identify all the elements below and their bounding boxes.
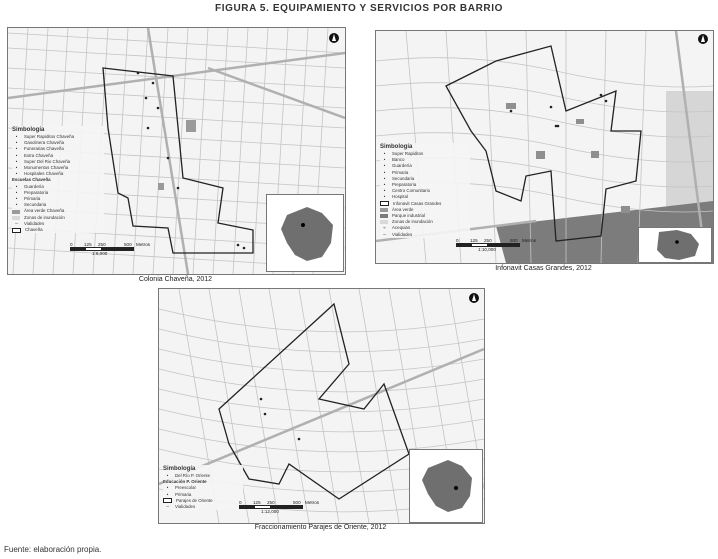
dot-icon: • [383,169,386,175]
dot-icon: • [15,171,18,177]
legend-subheading: Educación P. Oriente [163,479,207,485]
legend-item: ≈ Acequias [380,225,470,231]
figure-title: FIGURA 5. EQUIPAMIENTO Y SERVICIOS POR BARRIO [215,3,503,14]
legend-item: • Hospital [380,194,470,200]
legend-item: • Primaria [380,170,470,176]
legend-item: Área verde Chaveña [12,208,104,214]
map-legend [12,126,104,233]
legend-item: Parque industrial [380,213,470,219]
scale-tick: 0 [239,500,242,505]
scale-tick: 250 [267,500,275,505]
scale-unit: Metros [305,500,320,505]
map-panel-casas-grandes [375,30,714,264]
north-arrow-icon [469,293,479,303]
boundary-swatch [380,201,389,206]
legend-item: • Primaria [163,492,243,498]
scale-tick: 125 [253,500,261,505]
legend-item: • Guardería [380,163,470,169]
map-panel-chavena [7,27,346,275]
legend-item: • Guardería [12,184,104,190]
legend-item: • Secundaria [380,176,470,182]
map-legend [163,465,243,510]
boundary-swatch [12,228,21,233]
map-legend [380,143,470,238]
dot-icon: • [15,146,18,152]
legend-item: ─ Vialidades [380,232,470,238]
scale-bar [456,238,536,252]
scale-ratio: 1:8,000 [92,251,108,256]
canal-line-icon: ≈ [383,225,386,231]
dot-icon: • [166,473,169,478]
legend-item: Chaveña [12,227,104,233]
dot-icon: • [166,485,169,491]
dot-icon: • [15,183,18,189]
flood-zone-swatch [12,216,20,220]
legend-item: • Preparatoria [12,190,104,196]
map-caption: Fraccionamiento Parajes de Oriente, 2012 [254,524,387,531]
legend-title: Simbología [12,127,45,133]
road-line-icon: ─ [382,231,387,237]
legend-item: • Monumentos Chaveña [12,165,104,171]
dot-icon: • [15,134,18,139]
legend-item: • Super Rapiditos [380,151,470,157]
legend-title: Simbología [380,144,413,150]
dot-icon: • [383,182,386,188]
source-note: Fuente: elaboración propia. [4,545,102,554]
legend-item: Zonas de inundación [380,219,470,225]
scale-tick: 250 [484,238,492,243]
scale-unit: Metros [522,238,537,243]
legend-item: • Primaria [12,196,104,202]
scale-bar [239,500,319,514]
legend-title: Simbología [163,466,196,472]
industrial-park-swatch [380,214,388,218]
dot-icon: • [383,194,386,200]
dot-icon: • [15,140,18,146]
legend-item: • Gasolinera Chaveña [12,140,104,146]
legend-subheading: Escuelas Chaveña [12,177,51,183]
road-line-icon: ─ [14,220,19,226]
dot-icon: • [383,151,386,156]
green-area-swatch [12,210,20,214]
scale-tick: 500 [510,238,518,243]
road-line-icon: ─ [165,504,170,510]
scale-unit: Metros [136,242,151,247]
scale-bar [70,242,150,256]
city-silhouette [267,195,343,271]
map-caption: Infonavit Casas Grandes, 2012 [495,265,592,272]
legend-item: • Banco [380,157,470,163]
north-arrow-icon [698,34,708,44]
legend-item: Zonas de inundación [12,215,104,221]
dot-icon: • [383,188,386,194]
dot-icon: • [15,152,18,158]
scale-ratio: 1:12,000 [261,509,279,514]
dot-icon: • [383,163,386,169]
scale-tick: 500 [293,500,301,505]
dot-icon: • [15,165,18,171]
boundary-swatch [163,498,172,503]
locator-inset [409,449,483,523]
map-panel-parajes-de-oriente [158,288,485,524]
scale-tick: 125 [470,238,478,243]
dot-icon: • [15,189,18,195]
legend-item: Área verde [380,207,470,213]
dot-icon: • [383,175,386,181]
scale-tick: 0 [456,238,459,243]
legend-item: • Hospitales Chaveña [12,171,104,177]
legend-item: ─ Vialidades [12,221,104,227]
legend-item: • Extra Chaveña [12,153,104,159]
legend-item: • Preparatoria [380,182,470,188]
legend-item: • Del Río P. Oriente [163,473,243,479]
flood-zone-swatch [380,220,388,224]
scale-tick: 125 [84,242,92,247]
legend-item: • Centro Comunitario [380,188,470,194]
city-silhouette [410,450,482,522]
legend-item: • Super Rapiditos Chaveña [12,134,104,140]
dot-icon: • [166,491,169,497]
scale-tick: 500 [124,242,132,247]
city-silhouette [639,228,711,262]
dot-icon: • [383,157,386,163]
locator-inset [266,194,344,272]
legend-item: ─ Vialidades [163,504,243,510]
legend-item: • Super Del Rio Chaveña [12,159,104,165]
scale-tick: 0 [70,242,73,247]
legend-item: • Funerarias Chaveña [12,146,104,152]
legend-item: Parajes de Oriente [163,498,243,504]
north-arrow-icon [329,33,339,43]
dot-icon: • [15,202,18,208]
locator-inset [638,227,712,263]
dot-icon: • [15,158,18,164]
scale-tick: 250 [98,242,106,247]
dot-icon: • [15,196,18,202]
legend-item: Infonavit Casas Grandes [380,201,470,207]
legend-item: • Secundaria [12,202,104,208]
legend-item: • Preescolar [163,485,243,491]
map-caption: Colonia Chaveña, 2012 [138,276,213,283]
green-area-swatch [380,208,388,212]
scale-ratio: 1:10,000 [478,247,496,252]
